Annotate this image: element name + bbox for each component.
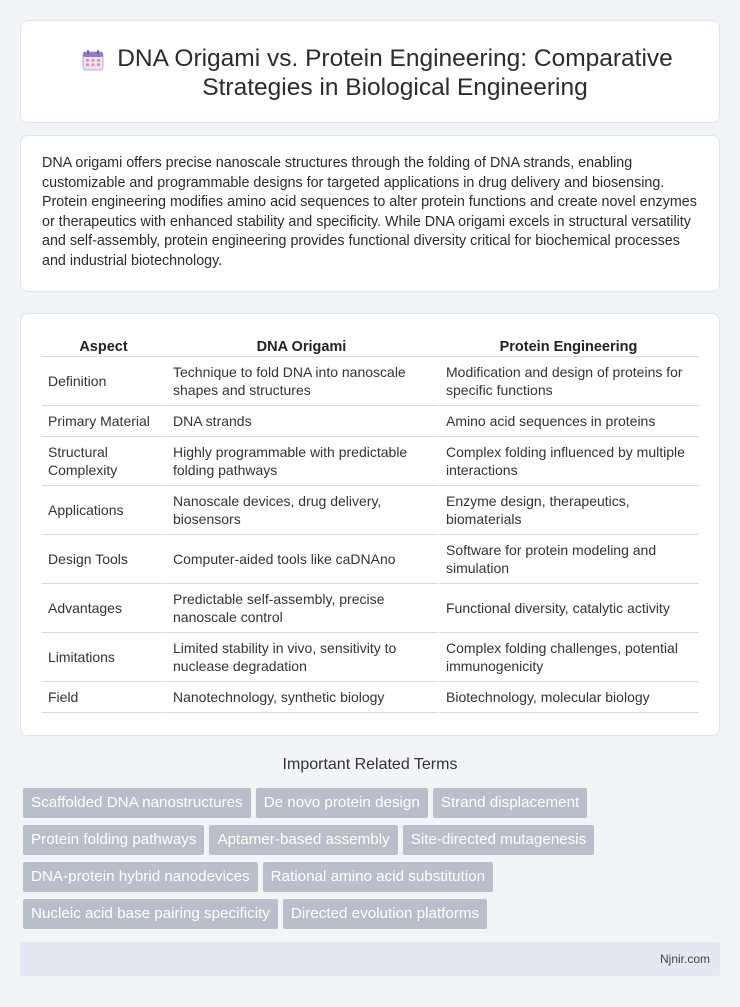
table-cell-protein-engineering: Amino acid sequences in proteins bbox=[438, 406, 699, 437]
tag-row bbox=[23, 862, 723, 899]
related-terms-heading: Important Related Terms bbox=[282, 756, 458, 773]
related-term-tag[interactable]: Aptamer-based assembly bbox=[209, 825, 397, 855]
table-cell-dna-origami: Nanoscale devices, drug delivery, biosensors bbox=[165, 486, 438, 535]
table-cell-dna-origami: Limited stability in vivo, sensitivity to nuclease degradation bbox=[165, 633, 438, 682]
comparison-table-card bbox=[20, 313, 720, 736]
table-cell-protein-engineering: Functional diversity, catalytic activity bbox=[438, 584, 699, 633]
footer-site-link[interactable]: Njnir.com bbox=[659, 952, 710, 966]
related-term-tag[interactable]: Site-directed mutagenesis bbox=[403, 825, 595, 855]
footer bbox=[20, 942, 720, 976]
table-cell-protein-engineering: Complex folding challenges, potential immunogenicity bbox=[438, 633, 699, 682]
table-cell-aspect: Design Tools bbox=[42, 535, 165, 584]
table-cell-aspect: Advantages bbox=[42, 584, 165, 633]
table-cell-dna-origami: DNA strands bbox=[165, 406, 438, 437]
tag-row bbox=[23, 899, 723, 936]
intro-paragraph: DNA origami offers precise nanoscale structures through the folding of DNA strands, enabling customizable and programmable designs for targeted applications in drug delivery and biosensing. Protein engineering modifies amino acid sequences to alter protein functions and create novel enzymes or therapeutics with enhanced stability and specificity. While DNA origami excels in structural versatility and self-assembly, protein engineering provides functional diversity critical for biochemical processes and industrial biotechnology. bbox=[42, 155, 697, 269]
table-row bbox=[42, 437, 699, 486]
table-cell-protein-engineering: Enzyme design, therapeutics, biomaterials bbox=[438, 486, 699, 535]
related-term-tag[interactable]: Protein folding pathways bbox=[23, 825, 204, 855]
table-header-row bbox=[42, 331, 699, 357]
comparison-table bbox=[42, 331, 699, 713]
column-header-aspect: Aspect bbox=[42, 331, 165, 357]
table-cell-aspect: Structural Complexity bbox=[42, 437, 165, 486]
related-term-tag[interactable]: De novo protein design bbox=[256, 788, 428, 818]
table-row bbox=[42, 584, 699, 633]
table-row bbox=[42, 535, 699, 584]
table-cell-protein-engineering: Modification and design of proteins for specific functions bbox=[438, 357, 699, 406]
table-row bbox=[42, 682, 699, 713]
column-header-dna-origami: DNA Origami bbox=[165, 331, 438, 357]
related-term-tag[interactable]: DNA-protein hybrid nanodevices bbox=[23, 862, 258, 892]
table-cell-protein-engineering: Software for protein modeling and simulation bbox=[438, 535, 699, 584]
related-term-tag[interactable]: Strand displacement bbox=[433, 788, 587, 818]
related-terms-list bbox=[23, 788, 723, 936]
page-title: DNA Origami vs. Protein Engineering: Comparative Strategies in Biological Engineering bbox=[117, 45, 673, 101]
table-row bbox=[42, 357, 699, 406]
title-card bbox=[20, 20, 720, 123]
tag-row bbox=[23, 825, 723, 862]
table-cell-protein-engineering: Biotechnology, molecular biology bbox=[438, 682, 699, 713]
table-cell-aspect: Field bbox=[42, 682, 165, 713]
table-row bbox=[42, 406, 699, 437]
table-cell-aspect: Limitations bbox=[42, 633, 165, 682]
table-cell-aspect: Definition bbox=[42, 357, 165, 406]
table-cell-dna-origami: Predictable self-assembly, precise nanoscale control bbox=[165, 584, 438, 633]
table-cell-protein-engineering: Complex folding influenced by multiple interactions bbox=[438, 437, 699, 486]
table-cell-dna-origami: Highly programmable with predictable folding pathways bbox=[165, 437, 438, 486]
tag-row bbox=[23, 788, 723, 825]
intro-card bbox=[20, 135, 720, 292]
related-term-tag[interactable]: Nucleic acid base pairing specificity bbox=[23, 899, 278, 929]
table-cell-dna-origami: Technique to fold DNA into nanoscale shapes and structures bbox=[165, 357, 438, 406]
column-header-protein-engineering: Protein Engineering bbox=[438, 331, 699, 357]
table-cell-aspect: Primary Material bbox=[42, 406, 165, 437]
table-cell-aspect: Applications bbox=[42, 486, 165, 535]
table-row bbox=[42, 633, 699, 682]
table-cell-dna-origami: Nanotechnology, synthetic biology bbox=[165, 682, 438, 713]
related-term-tag[interactable]: Scaffolded DNA nanostructures bbox=[23, 788, 251, 818]
table-row bbox=[42, 486, 699, 535]
table-cell-dna-origami: Computer-aided tools like caDNAno bbox=[165, 535, 438, 584]
related-term-tag[interactable]: Directed evolution platforms bbox=[283, 899, 487, 929]
related-term-tag[interactable]: Rational amino acid substitution bbox=[263, 862, 493, 892]
